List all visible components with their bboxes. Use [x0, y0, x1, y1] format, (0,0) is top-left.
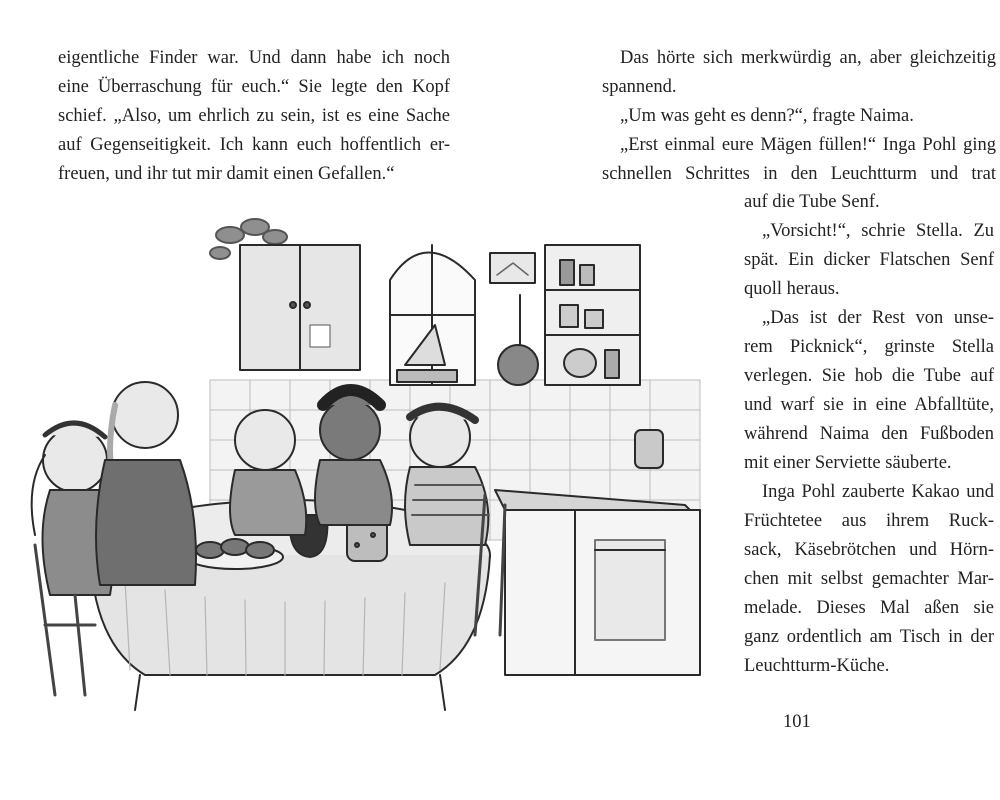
- text-line: eigentliche Finder war. Und dann habe ich noch: [58, 48, 450, 68]
- text-line: schnellen Schrittes in den Leuchtturm und trat: [602, 164, 996, 184]
- text-line: Inga Pohl zauberte Kakao und: [762, 482, 994, 502]
- text-line: schief. „Also, um ehrlich zu sein, ist es eine Sache: [58, 106, 450, 126]
- text-line: spät. Ein dicker Flatschen Senf: [744, 250, 994, 270]
- text-line: quoll heraus.: [744, 279, 840, 299]
- text-line: „Um was geht es denn?“, fragte Naima.: [620, 106, 914, 126]
- text-line: melade. Dieses Mal aßen sie: [744, 598, 994, 618]
- window-icon: [390, 245, 475, 385]
- text-line: mit einer Serviette säuberte.: [744, 453, 952, 473]
- right-text-top: [602, 44, 996, 189]
- girl-figure-2: [96, 382, 196, 585]
- text-line: Früchtetee aus ihrem Ruck-: [744, 511, 994, 531]
- wall-cabinet-icon: [240, 245, 360, 370]
- bread-plate-icon: [187, 539, 283, 569]
- text-line: freuen, und ihr tut mir damit einen Gefallen.“: [58, 164, 395, 184]
- text-line: eine Überraschung für euch.“ Sie legte den Kopf: [58, 77, 450, 97]
- right-text-column: [744, 188, 994, 681]
- text-line: „Vorsicht!“, schrie Stella. Zu: [762, 221, 994, 241]
- text-line: und warf sie in eine Abfalltüte,: [744, 395, 994, 415]
- text-line: „Das ist der Rest von unse-: [762, 308, 994, 328]
- text-line: rem Picknick“, grinste Stella: [744, 337, 994, 357]
- text-line: spannend.: [602, 77, 677, 97]
- text-line: verlegen. Sie hob die Tube auf: [744, 366, 994, 386]
- text-line: sack, Käsebrötchen und Hörn-: [744, 540, 994, 560]
- left-text-block: [58, 44, 450, 189]
- text-line: Das hörte sich merkwürdig an, aber gleichzeitig: [620, 48, 996, 68]
- text-line: auf die Tube Senf.: [744, 192, 880, 212]
- text-line: chen mit selbst gemachter Mar-: [744, 569, 994, 589]
- text-line: ganz ordentlich am Tisch in der: [744, 627, 994, 647]
- page-number: 101: [783, 712, 811, 732]
- right-page: [500, 0, 1000, 800]
- text-line: „Erst einmal eure Mägen füllen!“ Inga Pohl ging: [620, 135, 996, 155]
- text-line: während Naima den Fußboden: [744, 424, 994, 444]
- text-line: auf Gegenseitigkeit. Ich kann euch hoffentlich er-: [58, 135, 450, 155]
- text-line: Leuchtturm-Küche.: [744, 656, 890, 676]
